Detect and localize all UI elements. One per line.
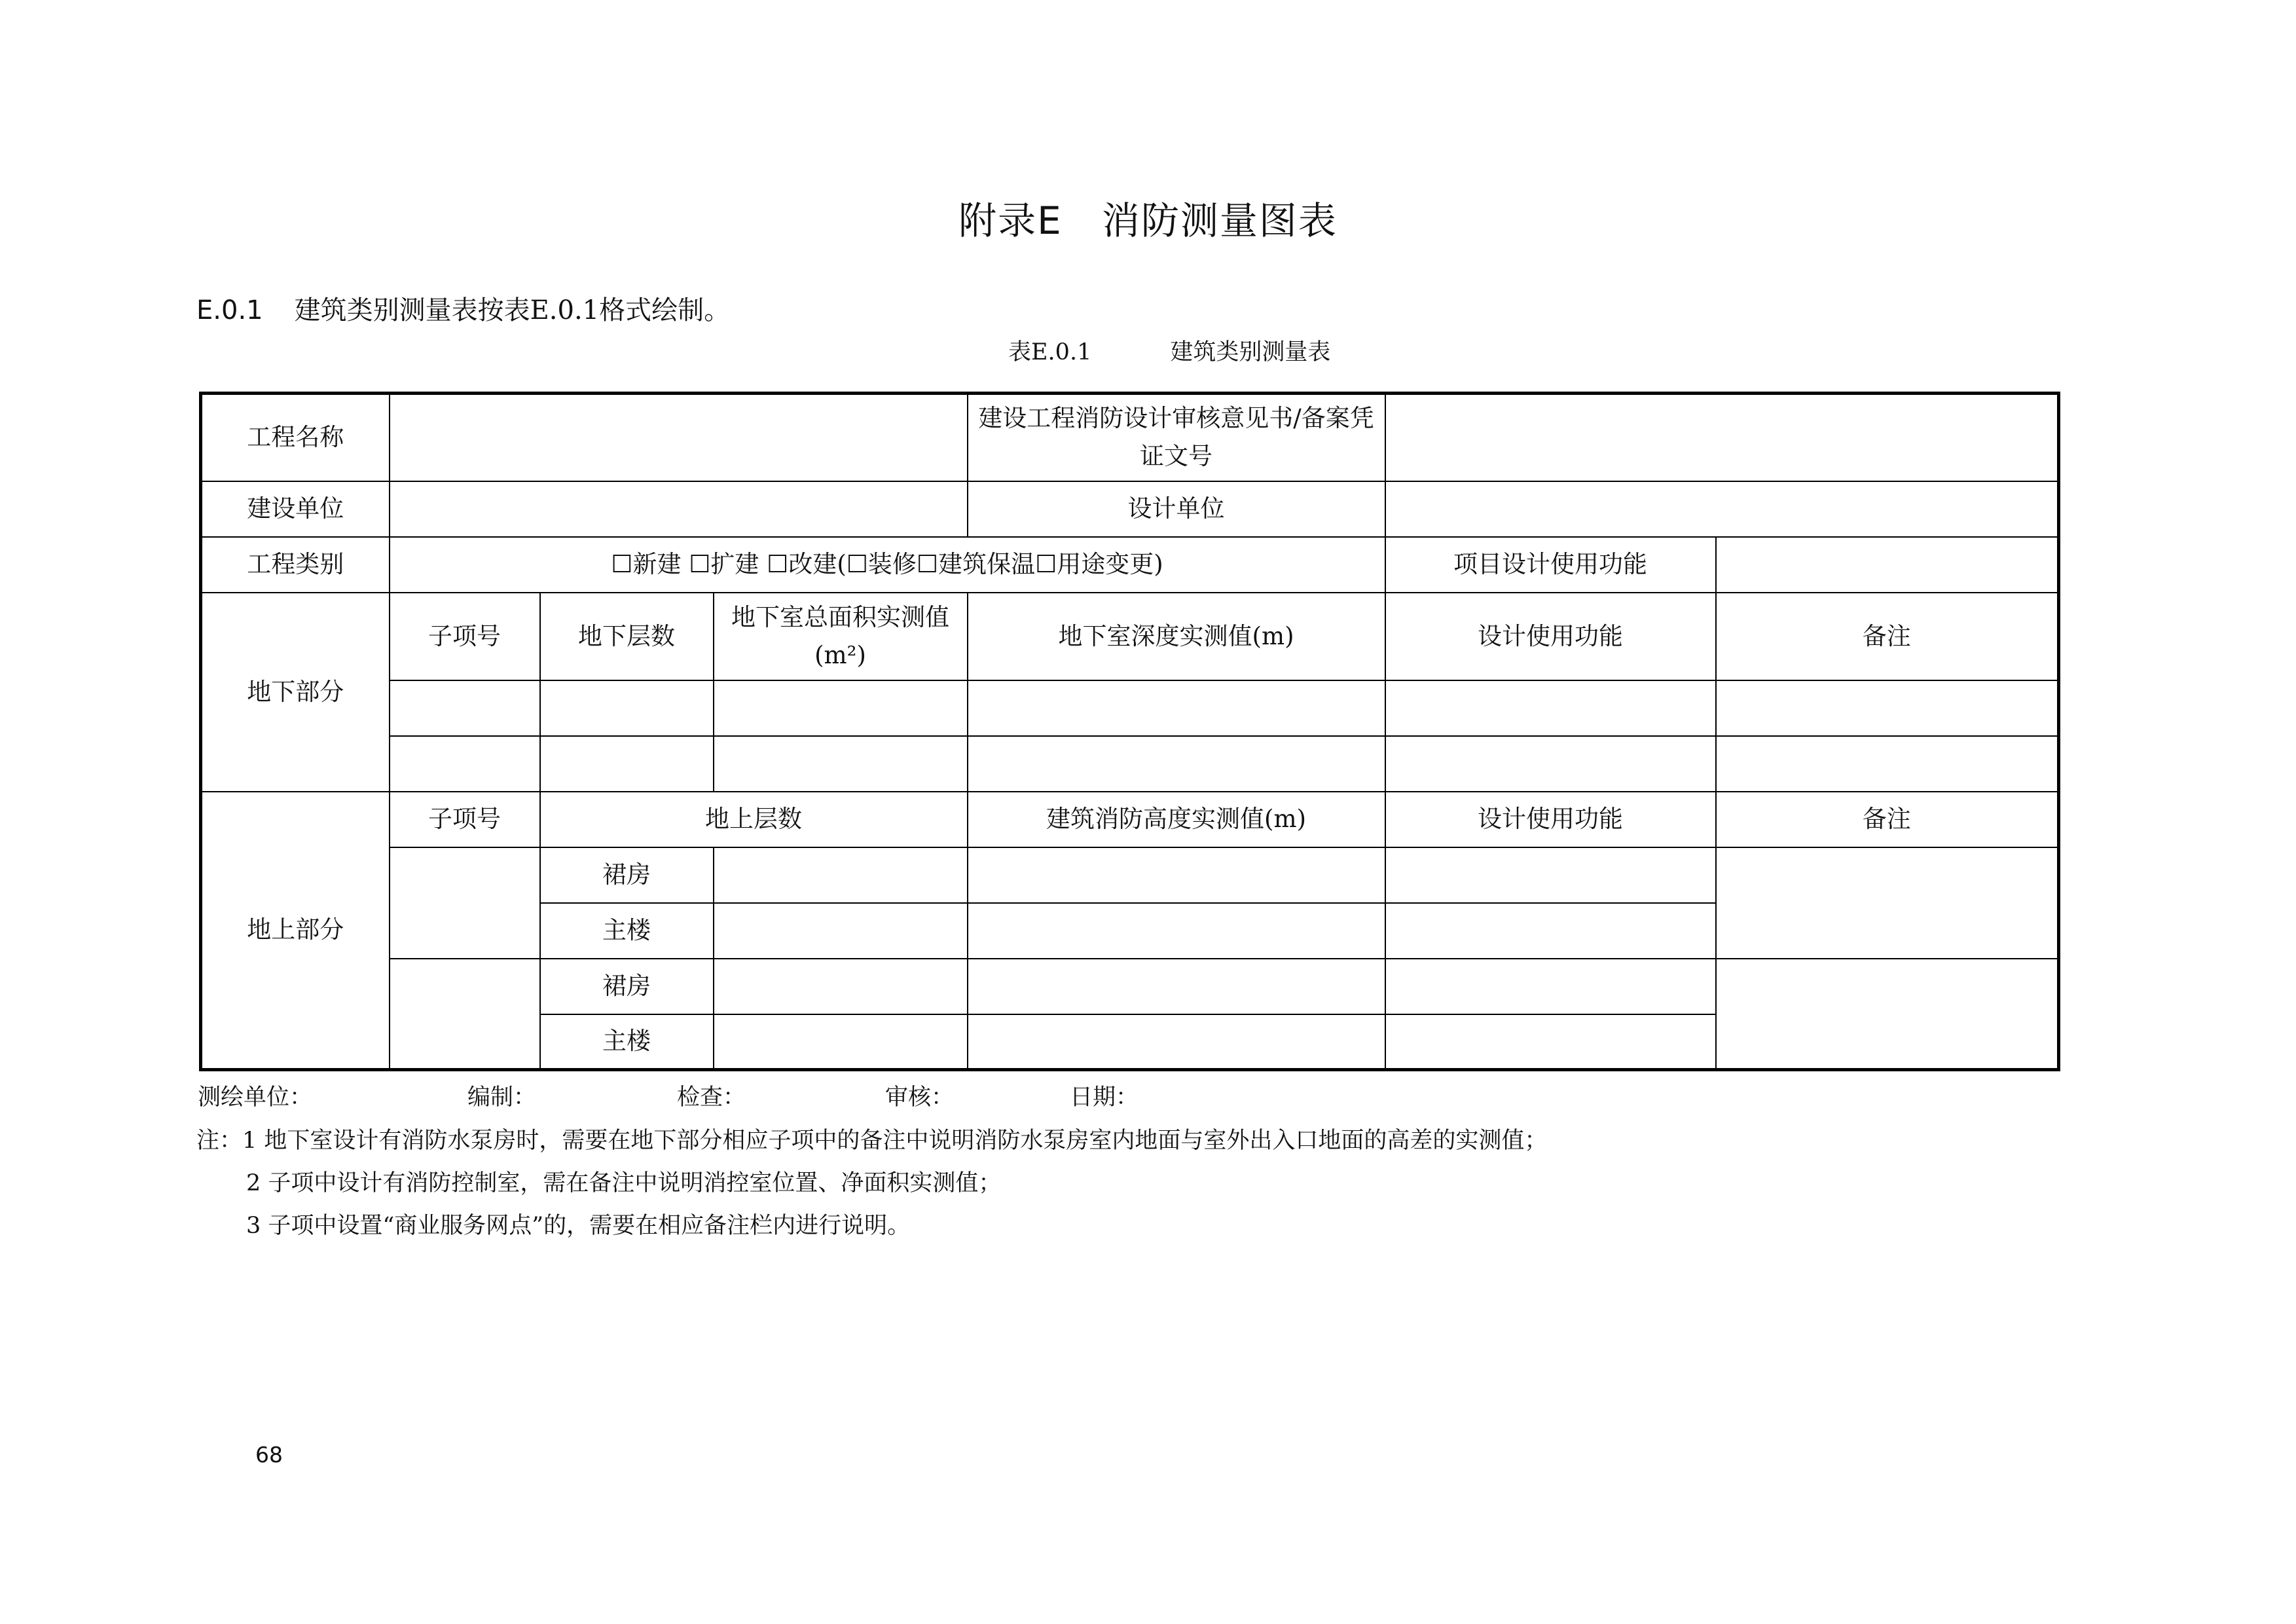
table-cell [968, 959, 1385, 1014]
table-row [201, 394, 2059, 481]
aboveground-header-floors: 地上层数 [540, 792, 968, 847]
table-cell [714, 903, 968, 959]
note-2: 2 子项中设计有消防控制室，需在备注中说明消控室位置、净面积实测值； [246, 1170, 1002, 1196]
design-function-value [1716, 537, 2059, 593]
design-function-label: 项目设计使用功能 [1385, 537, 1716, 593]
clause-e01 [196, 289, 730, 327]
underground-header-remarks: 备注 [1716, 593, 2059, 680]
compiler-label: 编制： [467, 1084, 537, 1111]
aboveground-header-subitem: 子项号 [390, 792, 540, 847]
table-cell [968, 680, 1385, 736]
table-cell [1716, 959, 2059, 1070]
table-row [201, 593, 2059, 680]
survey-unit-label: 测绘单位： [198, 1084, 313, 1111]
clause-number: E.0.1 [196, 295, 263, 325]
table-cell [1385, 903, 1716, 959]
table-row [201, 959, 2059, 1014]
note-1: 注：1 地下室设计有消防水泵房时，需要在地下部分相应子项中的备注中说明消防水泵房室内地面与室外出入口地面的高差的实测值； [196, 1128, 1548, 1154]
table-cell [714, 736, 968, 792]
table-cell [390, 959, 540, 1070]
table-row [201, 792, 2059, 847]
signature-line [198, 1079, 1139, 1112]
table-cell [714, 959, 968, 1014]
aboveground-header-function: 设计使用功能 [1385, 792, 1716, 847]
main-building-label: 主楼 [540, 903, 714, 959]
table-cell [390, 736, 540, 792]
table-cell [714, 680, 968, 736]
aboveground-header-height: 建筑消防高度实测值(m) [968, 792, 1385, 847]
table-row [201, 680, 2059, 736]
table-caption-title: 建筑类别测量表 [1170, 339, 1331, 365]
table-cell [968, 736, 1385, 792]
aboveground-section-label: 地上部分 [201, 792, 390, 1070]
main-building-label: 主楼 [540, 1014, 714, 1070]
table-cell [540, 680, 714, 736]
table-cell [1385, 959, 1716, 1014]
note-3: 3 子项中设置“商业服务网点”的，需要在相应备注栏内进行说明。 [246, 1213, 911, 1239]
builder-value [390, 481, 968, 537]
project-name-label: 工程名称 [201, 394, 390, 481]
aboveground-header-remarks: 备注 [1716, 792, 2059, 847]
underground-header-function: 设计使用功能 [1385, 593, 1716, 680]
clause-text: 建筑类别测量表按表E.0.1格式绘制。 [294, 295, 731, 325]
table-cell [1716, 736, 2059, 792]
project-type-label: 工程类别 [201, 537, 390, 593]
podium-label: 裙房 [540, 847, 714, 903]
appendix-title: 附录E 消防测量图表 [958, 198, 1338, 243]
table-cell [1385, 736, 1716, 792]
table-cell [1385, 680, 1716, 736]
designer-value [1385, 481, 2059, 537]
table-row [201, 736, 2059, 792]
notes [196, 1120, 1547, 1247]
table-cell [390, 847, 540, 959]
table-row [201, 537, 2059, 593]
checker-label: 检查： [677, 1084, 746, 1111]
table-caption [1008, 334, 1330, 367]
underground-section-label: 地下部分 [201, 593, 390, 792]
table-cell [714, 1014, 968, 1070]
table-caption-number: 表E.0.1 [1008, 339, 1092, 365]
table-cell [1385, 1014, 1716, 1070]
table-cell [390, 680, 540, 736]
reviewer-label: 审核： [885, 1084, 955, 1111]
table-cell [714, 847, 968, 903]
builder-label: 建设单位 [201, 481, 390, 537]
table-cell [1716, 847, 2059, 959]
underground-header-floors: 地下层数 [540, 593, 714, 680]
table-cell [1716, 680, 2059, 736]
approval-doc-label: 建设工程消防设计审核意见书/备案凭证文号 [968, 394, 1385, 481]
underground-header-area: 地下室总面积实测值(m²) [714, 593, 968, 680]
underground-header-depth: 地下室深度实测值(m) [968, 593, 1385, 680]
approval-doc-value [1385, 394, 2059, 481]
table-row [201, 847, 2059, 903]
project-type-options: ☐新建 ☐扩建 ☐改建(☐装修☐建筑保温☐用途变更) [390, 537, 1385, 593]
underground-header-subitem: 子项号 [390, 593, 540, 680]
podium-label: 裙房 [540, 959, 714, 1014]
table-cell [540, 736, 714, 792]
date-label: 日期： [1070, 1084, 1139, 1111]
table-cell [968, 903, 1385, 959]
table-cell [968, 847, 1385, 903]
designer-label: 设计单位 [968, 481, 1385, 537]
project-name-value [390, 394, 968, 481]
building-category-table [199, 392, 2060, 1071]
table-row [201, 481, 2059, 537]
table-cell [1385, 847, 1716, 903]
table-cell [968, 1014, 1385, 1070]
page-number: 68 [255, 1442, 283, 1467]
